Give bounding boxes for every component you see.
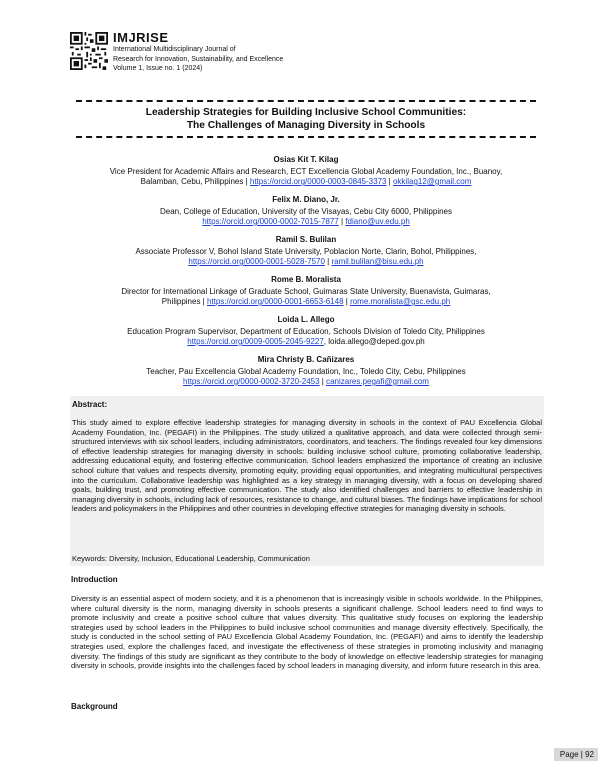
orcid-link[interactable]: https://orcid.org/0000-0002-3720-2453	[183, 377, 320, 386]
author-name: Mira Christy B. Cañizares	[257, 355, 355, 364]
email-link[interactable]: ramil.bulilan@bisu.edu.ph	[331, 257, 424, 266]
author-block	[60, 195, 552, 227]
separator: |	[338, 217, 346, 226]
orcid-link[interactable]: https://orcid.org/0000-0001-5028-7570	[188, 257, 325, 266]
author-affiliation: Director for International Linkage of Graduate School, Guimaras State University, Buenavista, Guimaras,	[121, 287, 491, 296]
journal-subtitle: Research for Innovation, Sustainability, and Excellence	[113, 55, 284, 63]
author-affiliation: Philippines |	[161, 297, 207, 306]
journal-subtitle: International Multidisciplinary Journal of	[113, 46, 236, 53]
author-block	[60, 355, 552, 387]
orcid-link[interactable]: https://orcid.org/0000-0002-7015-7877	[202, 217, 339, 226]
author-affiliation: Dean, College of Education, University of the Visayas, Cebu City 6000, Philippines	[159, 207, 452, 216]
separator: |	[319, 377, 327, 386]
author-affiliation: Balamban, Cebu, Philippines |	[140, 177, 250, 186]
page-number: Page | 92	[554, 748, 598, 761]
email-link[interactable]: fdiano@uv.edu.ph	[345, 217, 410, 226]
journal-masthead	[70, 32, 283, 74]
author-block	[60, 315, 552, 347]
orcid-link[interactable]: https://orcid.org/0009-0005-2045-9227	[187, 337, 324, 346]
qr-code-icon	[70, 32, 108, 70]
title-rule-bottom	[76, 136, 536, 140]
title-rule-top	[76, 100, 536, 104]
abstract-text: This study aimed to explore effective leadership strategies for managing diversity in schools in the context of PAU Excellencia Global Academy Foundation, Inc. (PEGAFI) in the Philippines. The study utilized a qualitative approach, and data were collected through semi-structured interviews with six school leaders, including administrators, coordinators, and teachers. The findings revealed four key dimensions of effective leadership strategies for managing diversity in schools: building inclusive school culture, promoting collaborative leadership, addressing educational equity, and fostering effective communication. School leaders emphasized the importance of creating an inclusive school culture that values and respects diversity, promoting equity, providing equal opportunities, and integrating multicultural perspectives into the curriculum. Collaborative leadership was highlighted as a key strategy in managing diversity, with a focus on developing shared goals, building trust, and promoting effective communication. The study also identified challenges and barriers to effective leadership in managing diversity in schools, including lack of resources, resistance to change, and cultural biases. The findings have implications for school leaders and policymakers in the Philippines and other countries in developing effective strategies for managing diversity in schools.	[72, 418, 542, 514]
introduction-text: Diversity is an essential aspect of modern society, and it is a phenomenon that is increasingly visible in schools worldwide. In the Philippines, where cultural diversity is the norm, managing diversity in schools presents a significant challenge. School leaders need to find ways to promote inclusivity and create a positive school culture that values diversity. This qualitative study focuses on exploring the leadership strategies used by school leaders in the Philippines to build inclusive school communities and manage diversity effectively. Specifically, the study is conducted in the school setting of PAU Excellencia Global Academy Foundation, Inc. (PEGAFI) and aims to identify the leadership strategies used, explore the challenges faced, and investigate the effectiveness of these strategies in promoting inclusivity and managing diversity. The findings of this study are significant as they contribute to the body of knowledge on effective leadership strategies for managing diversity in schools, provide insights into the challenges faced by school leaders in managing diversity, and inform future research in this area.	[71, 594, 543, 671]
journal-issue: Volume 1, Issue no. 1 (2024)	[113, 65, 203, 72]
abstract-box	[70, 396, 544, 566]
abstract-heading: Abstract:	[72, 400, 108, 409]
section-heading-background: Background	[71, 702, 118, 711]
email-link[interactable]: rome.moralista@gsc.edu.ph	[350, 297, 451, 306]
author-name: Rome B. Moralista	[271, 275, 341, 284]
orcid-link[interactable]: https://orcid.org/0000-0003-0845-3373	[249, 177, 387, 186]
paper-title-line: The Challenges of Managing Diversity in Schools	[186, 119, 426, 131]
paper-title-line: Leadership Strategies for Building Inclusive School Communities:	[145, 107, 467, 118]
author-affiliation: Associate Professor V, Bohol Island State University, Poblacion Norte, Clarin, Bohol, Philippines,	[135, 247, 477, 256]
orcid-link[interactable]: https://orcid.org/0000-0001-6653-6148	[206, 297, 344, 306]
separator: |	[343, 297, 351, 306]
keywords: Keywords: Diversity, Inclusion, Educational Leadership, Communication	[72, 554, 310, 563]
email-link[interactable]: canizares.pegafi@gmail.com	[326, 377, 429, 386]
author-block	[60, 155, 552, 187]
author-name: Loida L. Allego	[277, 315, 335, 324]
author-block	[60, 275, 552, 307]
separator: |	[386, 177, 393, 186]
author-name: Ramil S. Bulilan	[275, 235, 337, 244]
author-name: Osias Kit T. Kilag	[273, 155, 339, 164]
author-affiliation: Education Program Supervisor, Department of Education, Schools Division of Toledo City, Philippines	[127, 327, 485, 336]
journal-name: IMJRISE	[113, 30, 169, 45]
author-affiliation: Teacher, Pau Excellencia Global Academy Foundation, Inc., Toledo City, Cebu, Philippines	[146, 367, 466, 376]
section-heading-introduction: Introduction	[71, 575, 118, 584]
author-block	[60, 235, 552, 267]
separator: |	[324, 257, 332, 266]
author-affiliation: Vice President for Academic Affairs and Research, ECT Excellencia Global Academy Foundation, Inc., Buanoy,	[109, 167, 503, 176]
email-text: loida.allego@deped.gov.ph	[328, 337, 425, 346]
author-list	[60, 155, 552, 395]
email-link[interactable]: okkilag12@gmail.com	[392, 177, 472, 186]
separator: ,	[323, 337, 329, 346]
paper-title	[70, 107, 542, 132]
author-name: Felix M. Diano, Jr.	[272, 195, 340, 204]
